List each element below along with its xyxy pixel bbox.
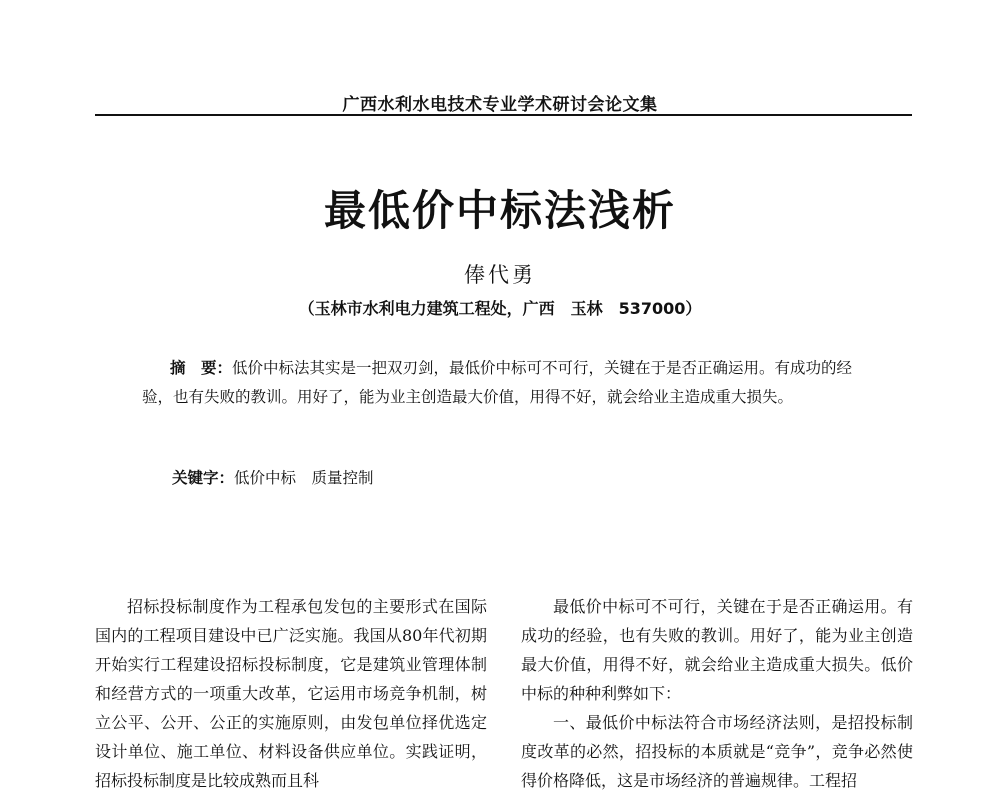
body-paragraph: 一、最低价中标法符合市场经济法则，是招投标制度改革的必然，招投标的本质就是“竞争”，竞争必然使得价格降低，这是市场经济的普遍规律。工程招: [521, 713, 913, 790]
body-column-right: [521, 592, 913, 795]
keywords-label: 关键字：: [172, 469, 235, 487]
abstract-text: 低价中标法其实是一把双刃剑，最低价中标可不可行，关键在于是否正确运用。有成功的经验，也有失败的教训。用好了，能为业主创造最大价值，用得不好，就会给业主造成重大损失。: [142, 359, 853, 406]
body-paragraph: 最低价中标可不可行，关键在于是否正确运用。有成功的经验，也有失败的教训。用好了，能为业主创造最大价值，用得不好，就会给业主造成重大损失。低价中标的种种利弊如下：: [521, 597, 913, 703]
paper-title: 最低价中标法浅析: [323, 186, 676, 235]
running-header: 广西水利水电技术专业学术研讨会论文集: [342, 95, 658, 115]
abstract: [142, 354, 867, 412]
author-name: 俸代勇: [464, 263, 536, 287]
header-divider: [95, 114, 912, 116]
author-affiliation: （玉林市水利电力建筑工程处，广西 玉林 537000）: [298, 299, 702, 318]
keywords: [172, 466, 374, 488]
abstract-label: 摘 要：: [170, 359, 233, 377]
body-column-left: [95, 592, 487, 795]
keywords-text: 低价中标 质量控制: [234, 469, 374, 487]
body-paragraph: 招标投标制度作为工程承包发包的主要形式在国际国内的工程项目建设中已广泛实施。我国从80年代初期开始实行工程建设招标投标制度，它是建筑业管理体制和经营方式的一项重大改革，它运用市场竞争机制，树立公平、公开、公正的实施原则，由发包单位择优选定设计单位、施工单位、材料设备供应单位。实践证明，招标投标制度是比较成熟而且科: [95, 597, 487, 790]
